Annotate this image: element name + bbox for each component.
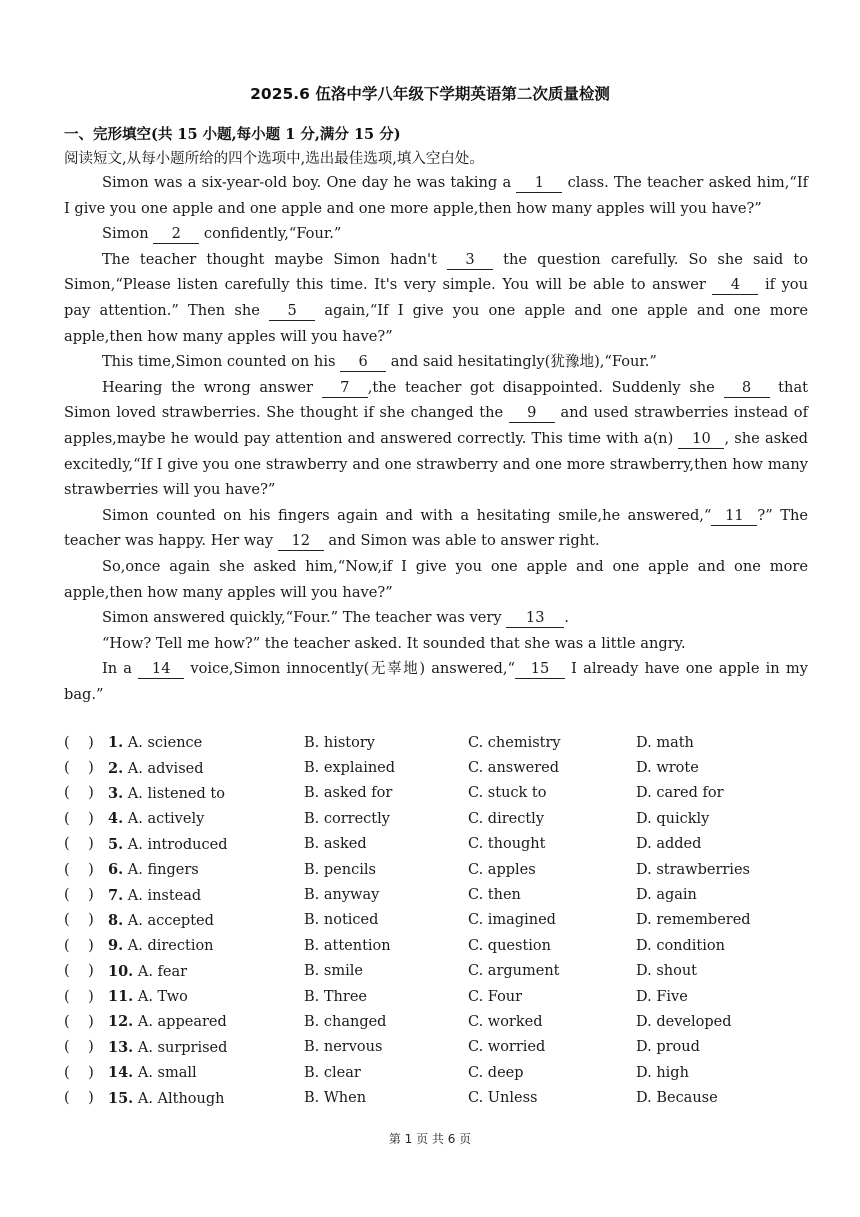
answer-paren[interactable]: ( ) — [64, 988, 94, 1005]
paragraph: The teacher thought maybe Simon hadn't 3 the question carefully. So she said to Simon,“Please listen carefully this time. It's very simple. You will be able to answer 4 if you pay attention.” Then she 5 again,“If I give you one apple and one apple and one more apple,then how many apples will you have?” — [64, 250, 808, 345]
answer-paren[interactable]: ( ) — [64, 861, 94, 878]
question-number: 10. — [108, 962, 134, 980]
blank-1: 1 — [516, 174, 562, 193]
answer-paren[interactable]: ( ) — [64, 937, 94, 954]
option-c: C. question — [468, 937, 551, 954]
option-b: B. changed — [304, 1013, 387, 1030]
option-a — [108, 836, 304, 853]
blank-4: 4 — [712, 276, 758, 295]
cloze-passage — [64, 170, 808, 707]
question-number: 14. — [108, 1064, 134, 1082]
blank-14: 14 — [138, 660, 184, 679]
section-heading: 一、完形填空(共 15 小题,每小题 1 分,满分 15 分) — [64, 126, 401, 143]
blank-7: 7 — [322, 379, 368, 398]
question-number: 6. — [108, 861, 124, 879]
option-b: B. asked — [304, 836, 367, 853]
option-a-text: A. listened to — [127, 785, 225, 802]
option-b: B. clear — [304, 1064, 361, 1081]
option-a — [108, 1039, 304, 1056]
question-number: 5. — [108, 835, 124, 853]
option-b: B. explained — [304, 760, 396, 777]
option-d: D. high — [636, 1064, 689, 1081]
option-a-text: A. instead — [127, 887, 202, 904]
option-a-text: A. small — [137, 1065, 197, 1082]
answer-paren[interactable]: ( ) — [64, 963, 94, 980]
paragraph: Simon was a six-year-old boy. One day he was taking a 1 class. The teacher asked him,“If I give you one apple and one apple and one more apple,then how many apples will you have?” — [64, 174, 808, 217]
option-a — [108, 1013, 304, 1030]
options-list — [64, 730, 824, 1111]
paragraph: This time,Simon counted on his 6 and said hesitatingly(犹豫地),“Four.” — [101, 353, 657, 371]
option-a-text: A. direction — [127, 938, 214, 955]
option-d: D. math — [636, 734, 694, 751]
question-row — [64, 781, 824, 806]
option-b: B. asked for — [304, 785, 393, 802]
blank-2: 2 — [153, 225, 199, 244]
answer-paren[interactable]: ( ) — [64, 760, 94, 777]
question-number: 3. — [108, 784, 124, 802]
question-row — [64, 1009, 824, 1034]
option-b: B. Three — [304, 988, 367, 1005]
paragraph: Simon counted on his fingers again and with a hesitating smile,he answered,“ 11 ?” The teacher was happy. Her way 12 and Simon was able to answer right. — [64, 506, 808, 550]
option-d: D. quickly — [636, 810, 710, 827]
question-number: 2. — [108, 759, 124, 777]
option-a-text: A. actively — [127, 811, 205, 828]
option-d: D. Five — [636, 988, 688, 1005]
answer-paren[interactable]: ( ) — [64, 1064, 94, 1081]
question-row — [64, 933, 824, 958]
option-d: D. proud — [636, 1039, 700, 1056]
option-c: C. Unless — [468, 1090, 538, 1107]
option-b: B. nervous — [304, 1039, 383, 1056]
option-c: C. deep — [468, 1064, 524, 1081]
option-a-text: A. Two — [137, 989, 188, 1006]
option-d: D. added — [636, 836, 702, 853]
answer-paren[interactable]: ( ) — [64, 785, 94, 802]
blank-13: 13 — [506, 609, 564, 628]
question-number: 9. — [108, 937, 124, 955]
question-number: 7. — [108, 886, 124, 904]
option-c: C. Four — [468, 988, 523, 1005]
question-row — [64, 755, 824, 780]
question-row — [64, 832, 824, 857]
option-a-text: A. Although — [137, 1090, 225, 1107]
option-a — [108, 937, 304, 954]
option-a-text: A. surprised — [137, 1039, 228, 1056]
option-c: C. directly — [468, 810, 545, 827]
option-a — [108, 1064, 304, 1081]
option-b: B. smile — [304, 963, 363, 980]
question-row — [64, 1085, 824, 1110]
question-row — [64, 959, 824, 984]
paragraph: Simon 2 confidently,“Four.” — [101, 225, 342, 243]
question-row — [64, 908, 824, 933]
option-a — [108, 988, 304, 1005]
option-d: D. strawberries — [636, 861, 750, 878]
option-c: C. chemistry — [468, 734, 561, 751]
blank-8: 8 — [724, 379, 770, 398]
option-c: C. stuck to — [468, 785, 547, 802]
option-d: D. condition — [636, 937, 725, 954]
question-row — [64, 984, 824, 1009]
option-c: C. worried — [468, 1039, 546, 1056]
option-d: D. wrote — [636, 760, 699, 777]
option-d: D. cared for — [636, 785, 724, 802]
option-a — [108, 963, 304, 980]
question-row — [64, 806, 824, 831]
paragraph: “How? Tell me how?” the teacher asked. It sounded that she was a little angry. — [101, 634, 686, 652]
question-row — [64, 1035, 824, 1060]
paragraph: In a 14 voice,Simon innocently(无辜地) answered,“ 15 I already have one apple in my bag.” — [64, 660, 808, 703]
option-a-text: A. accepted — [127, 912, 214, 929]
question-row — [64, 730, 824, 755]
blank-3: 3 — [447, 251, 493, 270]
option-a — [108, 887, 304, 904]
question-number: 13. — [108, 1038, 134, 1056]
blank-10: 10 — [678, 430, 724, 449]
page-number: 第 1 页 共 6 页 — [388, 1132, 472, 1146]
option-b: B. history — [304, 734, 375, 751]
answer-paren[interactable]: ( ) — [64, 734, 94, 751]
option-a-text: A. fear — [137, 963, 188, 980]
option-a — [108, 760, 304, 777]
option-a — [108, 912, 304, 929]
option-b: B. pencils — [304, 861, 376, 878]
paragraph: Simon answered quickly,“Four.” The teacher was very 13 . — [101, 609, 569, 627]
option-c: C. answered — [468, 760, 560, 777]
section-instruction: 阅读短文,从每小题所给的四个选项中,选出最佳选项,填入空白处。 — [64, 151, 484, 167]
question-number: 1. — [108, 734, 124, 752]
question-row — [64, 882, 824, 907]
option-a — [108, 734, 304, 751]
option-d: D. remembered — [636, 912, 751, 929]
answer-paren[interactable]: ( ) — [64, 836, 94, 853]
answer-paren[interactable]: ( ) — [64, 1090, 94, 1107]
option-b: B. When — [304, 1090, 367, 1107]
question-number: 15. — [108, 1089, 134, 1107]
option-a-text: A. advised — [127, 760, 204, 777]
answer-paren[interactable]: ( ) — [64, 887, 94, 904]
page-title: 2025.6 伍洛中学八年级下学期英语第二次质量检测 — [250, 85, 610, 103]
option-c: C. then — [468, 887, 521, 904]
question-number: 12. — [108, 1013, 134, 1031]
answer-paren[interactable]: ( ) — [64, 1039, 94, 1056]
option-b: B. anyway — [304, 887, 380, 904]
blank-15: 15 — [515, 660, 565, 679]
blank-9: 9 — [509, 404, 555, 423]
option-b: B. noticed — [304, 912, 379, 929]
option-a — [108, 1090, 304, 1107]
question-number: 11. — [108, 988, 134, 1006]
option-d: D. developed — [636, 1013, 732, 1030]
answer-paren[interactable]: ( ) — [64, 912, 94, 929]
blank-5: 5 — [269, 302, 315, 321]
blank-6: 6 — [340, 353, 386, 372]
question-row — [64, 857, 824, 882]
paragraph: So,once again she asked him,“Now,if I give you one apple and one apple and one more apple,then how many apples will you have?” — [64, 557, 808, 601]
option-a — [108, 785, 304, 802]
paragraph: Hearing the wrong answer 7 ,the teacher got disappointed. Suddenly she 8 that Simon loved strawberries. She thought if she changed the 9 and used strawberries instead of apples,maybe he would pay attention and answered correctly. This time with a(n) 10 , she asked excitedly,“If I give you one strawberry and one strawberry and one more strawberry,then how many strawberries will you have?” — [64, 378, 809, 499]
option-d: D. Because — [636, 1090, 718, 1107]
option-c: C. worked — [468, 1013, 543, 1030]
option-d: D. again — [636, 887, 697, 904]
answer-paren[interactable]: ( ) — [64, 1013, 94, 1030]
blank-11: 11 — [711, 507, 757, 526]
option-a-text: A. science — [127, 735, 203, 752]
blank-12: 12 — [278, 532, 324, 551]
option-d: D. shout — [636, 963, 698, 980]
option-a — [108, 810, 304, 827]
question-row — [64, 1060, 824, 1085]
option-c: C. thought — [468, 836, 546, 853]
option-a-text: A. appeared — [137, 1014, 227, 1031]
option-a-text: A. fingers — [127, 862, 199, 879]
option-c: C. argument — [468, 963, 560, 980]
option-b: B. correctly — [304, 810, 390, 827]
option-c: C. imagined — [468, 912, 556, 929]
option-a-text: A. introduced — [127, 836, 228, 853]
option-c: C. apples — [468, 861, 536, 878]
question-number: 4. — [108, 810, 124, 828]
option-b: B. attention — [304, 937, 391, 954]
answer-paren[interactable]: ( ) — [64, 810, 94, 827]
question-number: 8. — [108, 911, 124, 929]
option-a — [108, 861, 304, 878]
